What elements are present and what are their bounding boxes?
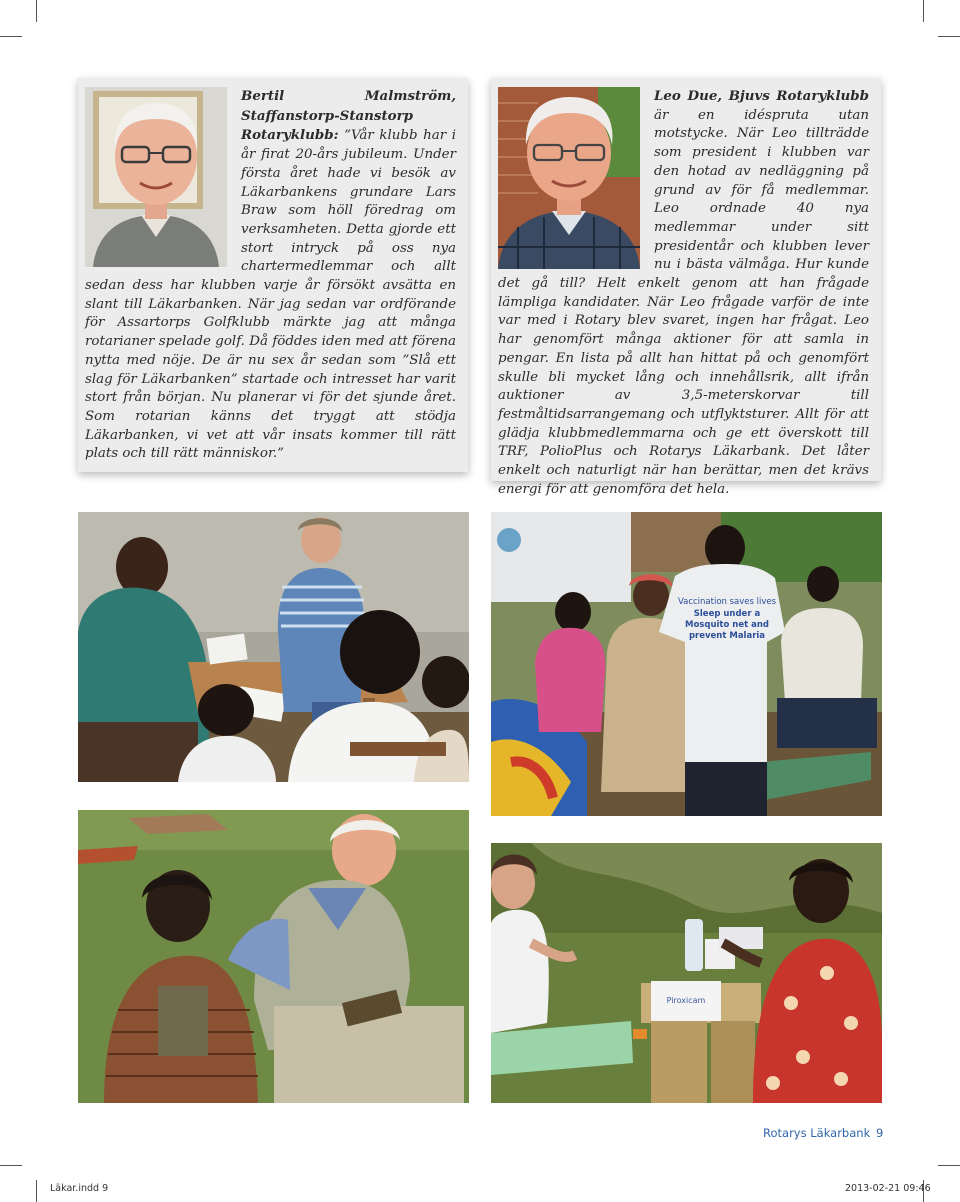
crop-mark: [36, 0, 37, 22]
card-bertil: [78, 78, 468, 472]
crop-mark: [36, 1180, 37, 1202]
author-leo: Leo Due, Bjuvs Rotaryklubb: [654, 88, 869, 104]
crop-mark: [923, 0, 924, 22]
shirt-text-3: Mosquito net and: [685, 620, 769, 630]
photo-vaccination-group: [491, 512, 882, 816]
card-leo: [491, 78, 881, 497]
author-bertil: Bertil Malmström, Staffanstorp-Stanstorp Rotaryklubb:: [241, 88, 456, 144]
crop-mark: [0, 36, 22, 37]
crop-mark: [0, 1165, 22, 1166]
text-leo: är en idéspruta utan motstycke. När Leo tillträdde som president i klubben var den hotad av nedläggning på grund av för få medlemmar. Leo ordnade 40 nya medlemmar under sitt presidentår och klubben lever nu i bästa välmåga. Hur kunde det gå till? Helt enkelt genom att han frågade lämpliga kandidater. När Leo frågade varför de inte var med i Rotary blev svaret, ingen har frågat. Leo har genomfört många aktioner för att samla in pengar. En lista på allt han hittat på och genomfört skulle bli mycket lång och innehållsrik, allt ifrån auktioner av 3,5-meterskorvar till festmåltidsarrangemang och utflyktsturer. Allt för att glädja klubbmedlemmarna och ge ett överskott till TRF, PolioPlus och Rotarys Läkarbank. Det låter enkelt och naturligt när han berättar, men det krävs energi för att genomföra det hela.: [498, 107, 869, 497]
shirt-text-2: Sleep under a: [693, 609, 761, 619]
photo-clinic-table: [78, 512, 469, 782]
medicine-box-label: Piroxicam: [666, 996, 706, 1005]
photo-grass-interview: [78, 810, 469, 1103]
crop-mark: [938, 1165, 960, 1166]
portrait-leo: [498, 87, 640, 269]
portrait-bertil: [85, 87, 227, 267]
footer-magazine-name: Rotarys Läkarbank: [763, 1126, 871, 1140]
slug-datetime: 2013-02-21 09:46: [845, 1183, 931, 1194]
shirt-text-1: Vaccination saves lives: [677, 597, 777, 607]
page-number: 9: [876, 1126, 884, 1140]
crop-mark: [938, 36, 960, 37]
photo-medicine-table: [491, 843, 882, 1103]
slug-file: Läkar.indd 9: [50, 1183, 109, 1194]
text-bertil: ”Vår klubb har i år firat 20-års jubileum. Under första året hade vi besök av Läkarbankens grundare Lars Braw som höll föredrag om verksamheten. Detta gjorde ett stort intryck på oss nya chartermedlemmar och allt sedan dess har klubben varje år försökt avsätta en slant till Läkarbanken. När jag sedan var ordförande för Assartorps Golfklubb märkte jag att många rotarianer spelade golf. Då föddes iden med att förena nytta med nöje. De är nu sex år sedan som ”Slå ett slag för Läkarbanken” startade och intresset har varit stort från början. Nu planerar vi för det sjunde året. Som rotarian känns det tryggt att stödja Läkarbanken, vi vet att vår insats kommer till rätt plats och till rätt människor.”: [85, 128, 456, 462]
shirt-text-4: prevent Malaria: [688, 631, 766, 641]
